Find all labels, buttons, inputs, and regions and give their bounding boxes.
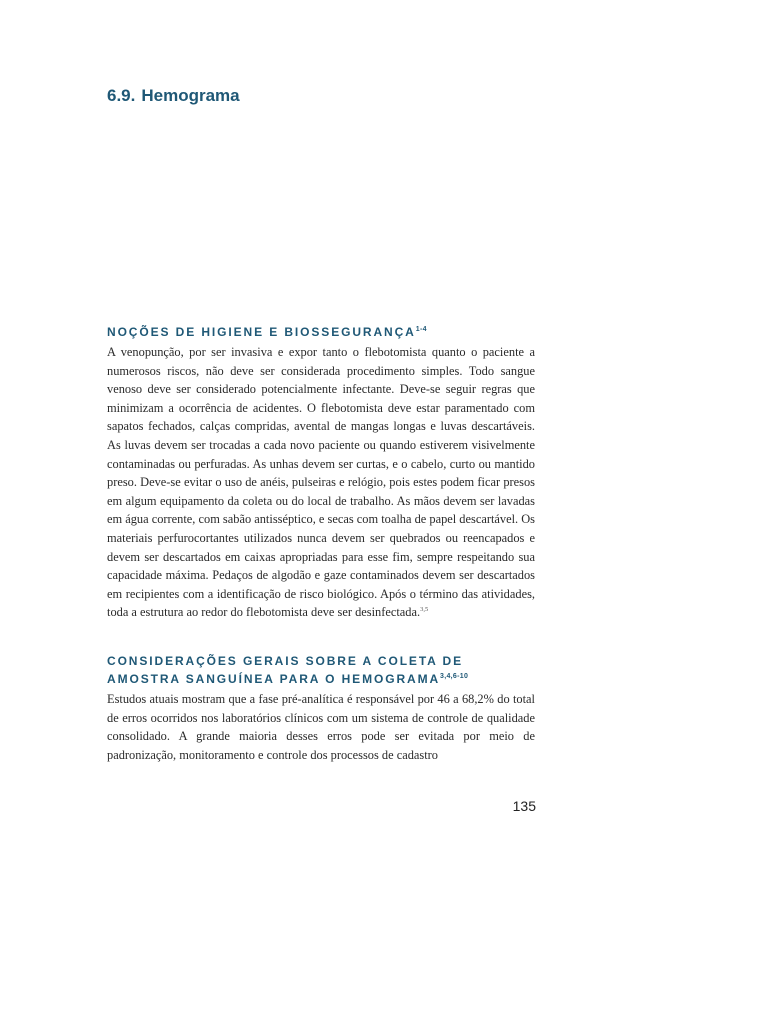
section-heading-text: NOÇÕES DE HIGIENE E BIOSSEGURANÇA bbox=[107, 325, 416, 339]
section-heading-sample-collection bbox=[107, 652, 535, 688]
heading-reference: 3,4,6-10 bbox=[440, 673, 469, 680]
chapter-title bbox=[107, 86, 240, 106]
section-heading-biosafety bbox=[107, 323, 535, 341]
heading-reference: 1-4 bbox=[415, 326, 427, 333]
body-reference: 3,5 bbox=[420, 606, 429, 614]
body-paragraph: Estudos atuais mostram que a fase pré-analítica é responsável por 46 a 68,2% do total de erros ocorridos nos laboratórios clínicos com um sistema de controle de qualidade consolidado. A grande maioria desses erros pode ser evitada por meio de padronização, monitoramento e controle dos processos de cadastro bbox=[107, 692, 535, 762]
body-paragraph: A venopunção, por ser invasiva e expor tanto o flebotomista quanto o paciente a numerosos riscos, não deve ser considerada procedimento simples. Todo sangue venoso deve ser considerado potencialmente infectante. Deve-se seguir regras que minimizam a ocorrência de acidentes. O flebotomista deve estar paramentado com sapatos fechados, calças compridas, avental de mangas longas e luvas descartáveis. As luvas devem ser trocadas a cada novo paciente ou quando estiverem visivelmente contaminadas ou perfuradas. As unhas devem ser curtas, e o cabelo, curto ou mantido preso. Deve-se evitar o uso de anéis, pulseiras e relógio, pois estes podem ficar presos em algum equipamento da coleta ou do local de trabalho. As mãos devem ser lavadas em água corrente, com sabão antisséptico, e secas com toalha de papel descartável. Os materiais perfurocortantes utilizados nunca devem ser quebrados ou reencapados e devem ser descartados em caixas apropriadas para esse fim, sempre respeitando sua capacidade máxima. Pedaços de algodão e gaze contaminados devem ser descartados em recipientes com a identificação de risco biológico. Após o término das atividades, toda a estrutura ao redor do flebotomista deve ser desinfectada. bbox=[107, 345, 535, 620]
chapter-number: 6.9. bbox=[107, 86, 136, 105]
section-sample-collection bbox=[107, 652, 535, 764]
chapter-title-text: Hemograma bbox=[141, 86, 240, 105]
section-heading-line2: AMOSTRA SANGUÍNEA PARA O HEMOGRAMA bbox=[107, 672, 441, 686]
section-heading-line1: CONSIDERAÇÕES GERAIS SOBRE A COLETA DE bbox=[107, 654, 464, 668]
page-number: 135 bbox=[512, 798, 536, 814]
section-biosafety bbox=[107, 323, 535, 622]
section-body-sample-collection bbox=[107, 690, 535, 764]
section-body-biosafety bbox=[107, 343, 535, 622]
